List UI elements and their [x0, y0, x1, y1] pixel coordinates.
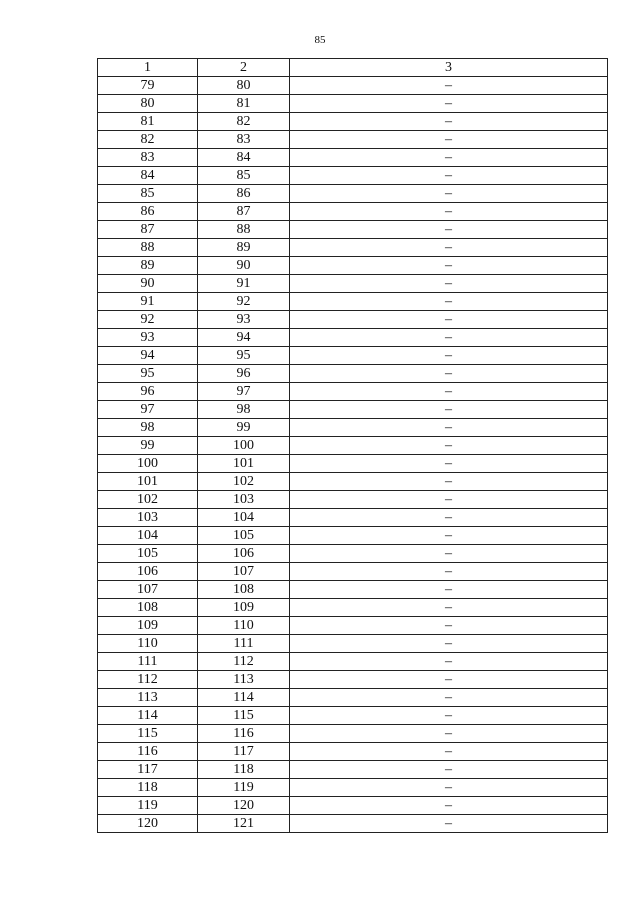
table-cell-col-3: – [290, 617, 608, 635]
table-cell-col-3: – [290, 275, 608, 293]
table-cell-col-2: 82 [198, 113, 290, 131]
table-header-row [98, 59, 608, 77]
table-cell-col-1: 115 [98, 725, 198, 743]
table-cell-col-2: 120 [198, 797, 290, 815]
table-row [98, 275, 608, 293]
table-row [98, 329, 608, 347]
table-cell-col-2: 113 [198, 671, 290, 689]
table-cell-col-3: – [290, 563, 608, 581]
table-cell-col-2: 86 [198, 185, 290, 203]
table-cell-col-3: – [290, 311, 608, 329]
table-cell-col-3: – [290, 689, 608, 707]
table-row [98, 401, 608, 419]
table-cell-col-3: – [290, 599, 608, 617]
column-header-1: 1 [98, 59, 198, 77]
table-row [98, 437, 608, 455]
column-header-3: 3 [290, 59, 608, 77]
table-cell-col-3: – [290, 527, 608, 545]
table-cell-col-1: 79 [98, 77, 198, 95]
table-row [98, 743, 608, 761]
table-row [98, 347, 608, 365]
table-cell-col-3: – [290, 509, 608, 527]
table-cell-col-2: 85 [198, 167, 290, 185]
table-cell-col-3: – [290, 743, 608, 761]
table-cell-col-1: 104 [98, 527, 198, 545]
table-cell-col-1: 97 [98, 401, 198, 419]
table-row [98, 239, 608, 257]
table-cell-col-3: – [290, 401, 608, 419]
table-cell-col-3: – [290, 383, 608, 401]
table-cell-col-2: 102 [198, 473, 290, 491]
table-cell-col-2: 91 [198, 275, 290, 293]
table-cell-col-1: 110 [98, 635, 198, 653]
table-cell-col-3: – [290, 545, 608, 563]
table-cell-col-3: – [290, 707, 608, 725]
table-cell-col-2: 111 [198, 635, 290, 653]
table-cell-col-2: 95 [198, 347, 290, 365]
table-row [98, 635, 608, 653]
table-cell-col-1: 103 [98, 509, 198, 527]
table-cell-col-2: 87 [198, 203, 290, 221]
table-cell-col-2: 117 [198, 743, 290, 761]
table-cell-col-1: 100 [98, 455, 198, 473]
table-cell-col-1: 117 [98, 761, 198, 779]
table-cell-col-2: 98 [198, 401, 290, 419]
table-cell-col-2: 112 [198, 653, 290, 671]
table-cell-col-3: – [290, 779, 608, 797]
table-row [98, 671, 608, 689]
table-cell-col-2: 94 [198, 329, 290, 347]
table-cell-col-1: 91 [98, 293, 198, 311]
table-cell-col-1: 88 [98, 239, 198, 257]
table-cell-col-2: 106 [198, 545, 290, 563]
table-cell-col-1: 92 [98, 311, 198, 329]
table-row [98, 293, 608, 311]
table-row [98, 383, 608, 401]
table-cell-col-3: – [290, 761, 608, 779]
table-row [98, 725, 608, 743]
table-cell-col-1: 84 [98, 167, 198, 185]
table-cell-col-1: 106 [98, 563, 198, 581]
table-cell-col-2: 109 [198, 599, 290, 617]
table-cell-col-2: 99 [198, 419, 290, 437]
table-cell-col-1: 113 [98, 689, 198, 707]
table-cell-col-1: 90 [98, 275, 198, 293]
table-cell-col-1: 116 [98, 743, 198, 761]
table-cell-col-1: 112 [98, 671, 198, 689]
table-row [98, 77, 608, 95]
table-row [98, 797, 608, 815]
table-cell-col-1: 119 [98, 797, 198, 815]
table-row [98, 653, 608, 671]
table-row [98, 185, 608, 203]
table-cell-col-2: 116 [198, 725, 290, 743]
table-cell-col-1: 89 [98, 257, 198, 275]
table-row [98, 707, 608, 725]
page-number: 85 [314, 34, 326, 46]
table-cell-col-3: – [290, 455, 608, 473]
table-cell-col-2: 121 [198, 815, 290, 833]
table-cell-col-3: – [290, 815, 608, 833]
table-row [98, 167, 608, 185]
table-row [98, 419, 608, 437]
table-cell-col-3: – [290, 635, 608, 653]
table-row [98, 815, 608, 833]
table-cell-col-3: – [290, 203, 608, 221]
table-cell-col-2: 103 [198, 491, 290, 509]
table-cell-col-1: 94 [98, 347, 198, 365]
table-row [98, 257, 608, 275]
table-cell-col-2: 93 [198, 311, 290, 329]
table-cell-col-1: 111 [98, 653, 198, 671]
table-cell-col-3: – [290, 95, 608, 113]
table-cell-col-1: 95 [98, 365, 198, 383]
table-cell-col-1: 118 [98, 779, 198, 797]
table-cell-col-2: 84 [198, 149, 290, 167]
table-row [98, 509, 608, 527]
table-cell-col-3: – [290, 671, 608, 689]
table-cell-col-2: 105 [198, 527, 290, 545]
table-row [98, 95, 608, 113]
table-cell-col-2: 104 [198, 509, 290, 527]
table-cell-col-1: 85 [98, 185, 198, 203]
table-row [98, 131, 608, 149]
table-cell-col-1: 105 [98, 545, 198, 563]
table-cell-col-2: 118 [198, 761, 290, 779]
table-cell-col-3: – [290, 239, 608, 257]
table-row [98, 617, 608, 635]
table-row [98, 761, 608, 779]
table-cell-col-2: 110 [198, 617, 290, 635]
table-cell-col-3: – [290, 149, 608, 167]
table-cell-col-3: – [290, 437, 608, 455]
table-row [98, 581, 608, 599]
table-row [98, 545, 608, 563]
table-cell-col-2: 90 [198, 257, 290, 275]
table-cell-col-1: 80 [98, 95, 198, 113]
table-cell-col-2: 108 [198, 581, 290, 599]
data-table [97, 58, 608, 833]
column-header-2: 2 [198, 59, 290, 77]
table-cell-col-2: 80 [198, 77, 290, 95]
table-cell-col-1: 107 [98, 581, 198, 599]
table-row [98, 563, 608, 581]
table-cell-col-3: – [290, 581, 608, 599]
table-cell-col-2: 114 [198, 689, 290, 707]
table-cell-col-1: 96 [98, 383, 198, 401]
table-cell-col-2: 89 [198, 239, 290, 257]
table-row [98, 311, 608, 329]
table-row [98, 473, 608, 491]
table-cell-col-3: – [290, 347, 608, 365]
table-cell-col-1: 98 [98, 419, 198, 437]
table-cell-col-2: 100 [198, 437, 290, 455]
table-cell-col-3: – [290, 365, 608, 383]
table-cell-col-1: 114 [98, 707, 198, 725]
table-cell-col-2: 101 [198, 455, 290, 473]
table-cell-col-1: 93 [98, 329, 198, 347]
table-cell-col-3: – [290, 131, 608, 149]
table-row [98, 113, 608, 131]
table-row [98, 599, 608, 617]
table-row [98, 491, 608, 509]
table-cell-col-3: – [290, 329, 608, 347]
table-cell-col-1: 109 [98, 617, 198, 635]
table-row [98, 455, 608, 473]
table-cell-col-1: 108 [98, 599, 198, 617]
table-cell-col-1: 86 [98, 203, 198, 221]
table-cell-col-3: – [290, 113, 608, 131]
table-cell-col-1: 81 [98, 113, 198, 131]
table-cell-col-3: – [290, 257, 608, 275]
table-cell-col-2: 119 [198, 779, 290, 797]
table-cell-col-2: 107 [198, 563, 290, 581]
table-cell-col-2: 81 [198, 95, 290, 113]
table-cell-col-2: 83 [198, 131, 290, 149]
table-cell-col-3: – [290, 167, 608, 185]
table-row [98, 779, 608, 797]
table-cell-col-1: 99 [98, 437, 198, 455]
table-row [98, 365, 608, 383]
table-row [98, 203, 608, 221]
table-row [98, 221, 608, 239]
table-row [98, 149, 608, 167]
table-cell-col-2: 96 [198, 365, 290, 383]
table-cell-col-1: 102 [98, 491, 198, 509]
table-cell-col-2: 115 [198, 707, 290, 725]
table-cell-col-3: – [290, 293, 608, 311]
table-cell-col-3: – [290, 653, 608, 671]
table-cell-col-3: – [290, 797, 608, 815]
table-cell-col-1: 87 [98, 221, 198, 239]
table-cell-col-3: – [290, 473, 608, 491]
table-cell-col-1: 120 [98, 815, 198, 833]
table-cell-col-1: 82 [98, 131, 198, 149]
table-cell-col-2: 88 [198, 221, 290, 239]
table-cell-col-3: – [290, 77, 608, 95]
table-cell-col-3: – [290, 221, 608, 239]
table-row [98, 527, 608, 545]
table-cell-col-1: 83 [98, 149, 198, 167]
table-cell-col-3: – [290, 491, 608, 509]
table-cell-col-2: 92 [198, 293, 290, 311]
table-cell-col-3: – [290, 725, 608, 743]
table-cell-col-1: 101 [98, 473, 198, 491]
table-body [98, 77, 608, 833]
table-cell-col-2: 97 [198, 383, 290, 401]
table-cell-col-3: – [290, 419, 608, 437]
table-row [98, 689, 608, 707]
table-cell-col-3: – [290, 185, 608, 203]
